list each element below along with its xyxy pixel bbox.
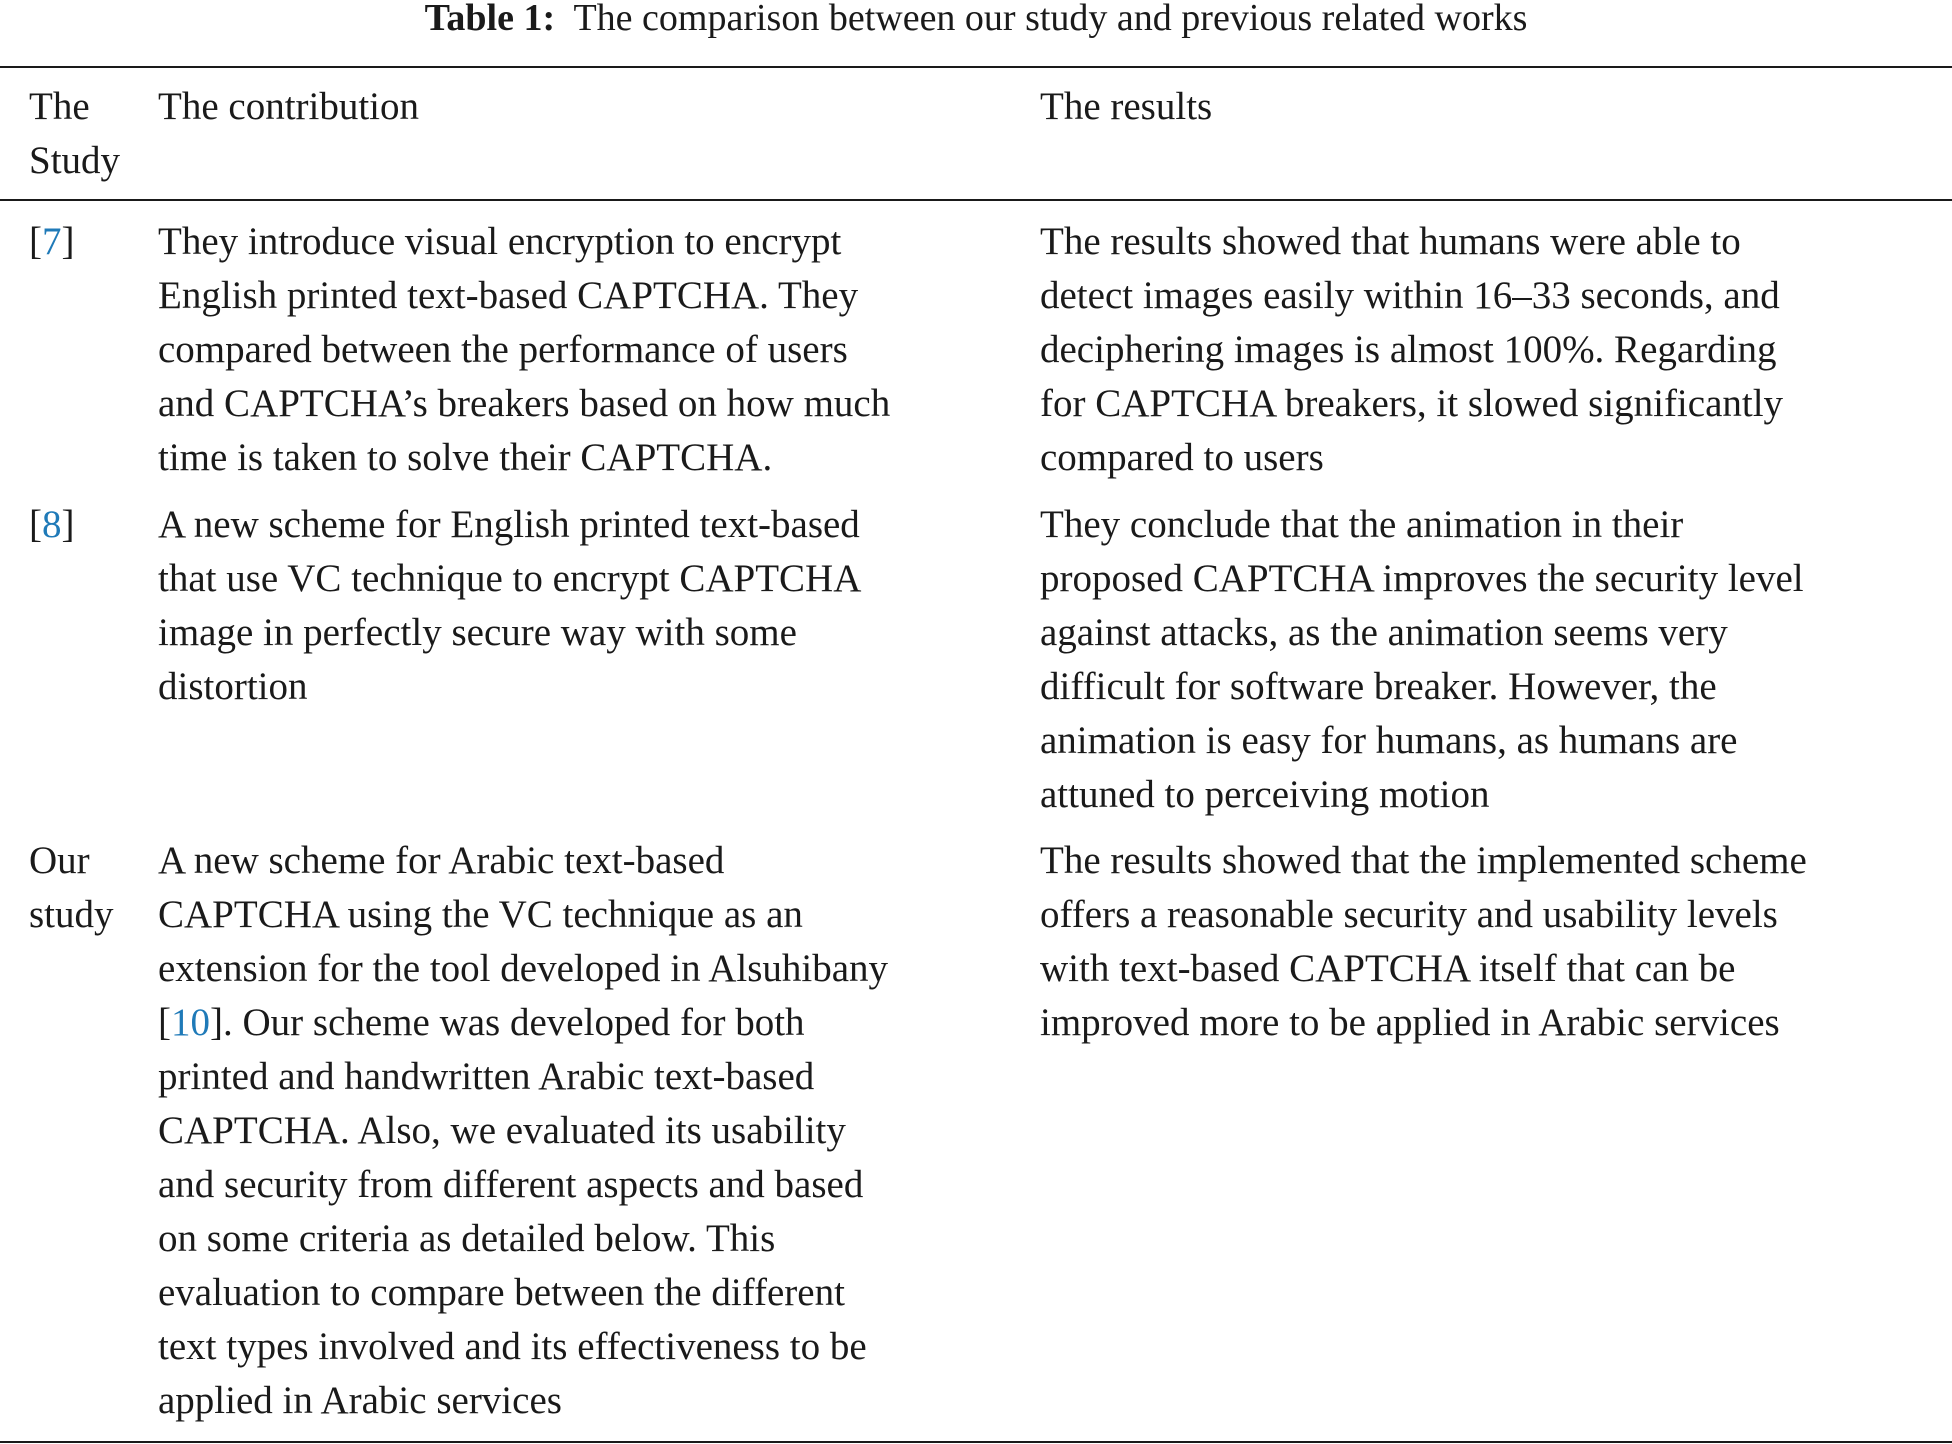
row-3-results xyxy=(1040,834,1940,1050)
table-caption xyxy=(0,0,1952,38)
text-line: evaluation to compare between the different xyxy=(158,1271,845,1314)
text-line: proposed CAPTCHA improves the security level xyxy=(1040,557,1804,600)
text-line: attuned to perceiving motion xyxy=(1040,773,1490,816)
text-line: image in perfectly secure way with some xyxy=(158,611,797,654)
header-contribution: The contribution xyxy=(158,85,420,128)
reference-link-10[interactable]: 10 xyxy=(171,1001,210,1044)
text-line: English printed text-based CAPTCHA. They xyxy=(158,274,859,317)
text-line: They introduce visual encryption to encrypt xyxy=(158,220,842,263)
text-line: extension for the tool developed in Alsuhibany xyxy=(158,947,889,990)
text-line: offers a reasonable security and usability levels xyxy=(1040,893,1778,936)
text-line: against attacks, as the animation seems very xyxy=(1040,611,1728,654)
ref-bracket: ] xyxy=(61,503,75,546)
row-1-contribution xyxy=(158,215,1023,485)
text-line: and CAPTCHA’s breakers based on how much xyxy=(158,382,891,425)
text-line: deciphering images is almost 100%. Regarding xyxy=(1040,328,1777,371)
text-line-with-reference xyxy=(158,996,1023,1050)
text-line: for CAPTCHA breakers, it slowed significantly xyxy=(1040,382,1784,425)
row-3-contribution xyxy=(158,834,1023,1428)
study-line2: study xyxy=(29,893,114,936)
text-line: CAPTCHA. Also, we evaluated its usability xyxy=(158,1109,846,1152)
text-line: CAPTCHA using the VC technique as an xyxy=(158,893,803,936)
header-rule xyxy=(0,199,1952,201)
top-rule xyxy=(0,66,1952,68)
text-line: The results showed that humans were able to xyxy=(1040,220,1741,263)
text-line: The results showed that the implemented scheme xyxy=(1040,839,1807,882)
row-3-study xyxy=(29,834,154,942)
text-line: that use VC technique to encrypt CAPTCHA xyxy=(158,557,862,600)
caption-label: Table 1: xyxy=(424,0,556,39)
text-line: applied in Arabic services xyxy=(158,1379,562,1422)
reference-link-7[interactable]: 7 xyxy=(42,220,62,263)
text-line: compared between the performance of users xyxy=(158,328,848,371)
text-line: text types involved and its effectiveness to be xyxy=(158,1325,867,1368)
text-line: animation is easy for humans, as humans are xyxy=(1040,719,1738,762)
row-2-results xyxy=(1040,498,1940,822)
text-line: improved more to be applied in Arabic services xyxy=(1040,1001,1780,1044)
text-fragment: ]. Our scheme was developed for both xyxy=(210,1001,805,1044)
header-study-line1: The xyxy=(29,85,90,128)
text-line: and security from different aspects and based xyxy=(158,1163,864,1206)
row-1-study xyxy=(29,215,154,269)
text-line: time is taken to solve their CAPTCHA. xyxy=(158,436,773,479)
row-1-results xyxy=(1040,215,1940,485)
text-line: difficult for software breaker. However, the xyxy=(1040,665,1717,708)
ref-bracket: ] xyxy=(61,220,75,263)
reference-link-8[interactable]: 8 xyxy=(42,503,62,546)
text-line: with text-based CAPTCHA itself that can be xyxy=(1040,947,1736,990)
row-2-study xyxy=(29,498,154,552)
text-line: on some criteria as detailed below. This xyxy=(158,1217,776,1260)
text-line: printed and handwritten Arabic text-based xyxy=(158,1055,815,1098)
bottom-rule xyxy=(0,1441,1952,1443)
caption-text: The comparison between our study and previous related works xyxy=(573,0,1528,39)
text-line: A new scheme for English printed text-based xyxy=(158,503,860,546)
ref-bracket: [ xyxy=(158,1001,171,1044)
row-2-contribution xyxy=(158,498,1023,714)
header-study-line2: Study xyxy=(29,139,121,182)
text-line: A new scheme for Arabic text-based xyxy=(158,839,725,882)
text-line: detect images easily within 16–33 seconds, and xyxy=(1040,274,1780,317)
text-line: They conclude that the animation in their xyxy=(1040,503,1684,546)
header-study xyxy=(29,80,154,188)
ref-bracket: [ xyxy=(29,503,42,546)
header-results: The results xyxy=(1040,85,1213,128)
ref-bracket: [ xyxy=(29,220,42,263)
text-line: distortion xyxy=(158,665,308,708)
study-line1: Our xyxy=(29,839,90,882)
text-line: compared to users xyxy=(1040,436,1324,479)
